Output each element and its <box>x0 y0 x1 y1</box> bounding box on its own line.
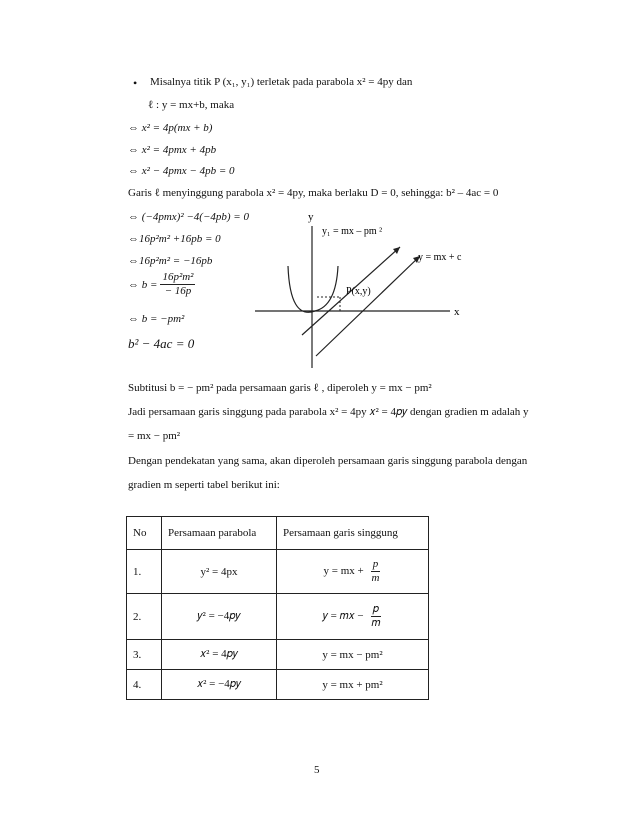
line-c <box>316 256 420 356</box>
point-label: P(x,y) <box>346 286 371 297</box>
parabola-curve <box>288 266 338 312</box>
row-no: 4. <box>127 670 162 700</box>
row-parabola: 𝑦² = −4𝑝𝑦 <box>162 594 277 640</box>
y-axis-label: y <box>308 211 314 223</box>
table-header-row <box>127 517 429 550</box>
row-garis-num: 𝑝 <box>372 603 379 615</box>
row-garis: y = mx − pm² <box>277 640 429 670</box>
table-row <box>127 640 429 670</box>
row-garis-den: 𝑚 <box>371 617 381 629</box>
equation-step-1: ⇔ x² = 4p(mx + b) <box>128 122 213 134</box>
bullet-marker: • <box>133 76 138 90</box>
intro-line-1: Misalnya titik P (x₁, y₁) terletak pada parabola x² = 4py dan <box>150 76 413 88</box>
derivation-step-4 <box>128 272 195 297</box>
fraction-denominator: − 16p <box>164 285 192 297</box>
table-row <box>127 550 429 594</box>
row-garis: y = mx + pm² <box>277 670 429 700</box>
fraction-numerator: 16p²m² <box>162 271 194 283</box>
header-garis: Persamaan garis singgung <box>277 517 429 550</box>
row-garis-fraction <box>369 604 382 629</box>
derivation-step-3: ⇔16p²m² = −16pb <box>128 255 213 267</box>
row-garis <box>277 550 429 594</box>
row-garis-prefix: 𝑦 = 𝑚𝑥 − <box>322 610 364 623</box>
approach-line-1: Dengan pendekatan yang sama, akan diperoleh persamaan garis singgung parabola dengan <box>128 455 528 467</box>
equation-step-2: ⇔ x² = 4pmx + 4pb <box>128 144 217 156</box>
discriminant-equation: b² − 4ac = 0 <box>128 336 195 351</box>
row-parabola: y² = 4px <box>162 550 277 594</box>
approach-line-2: gradien m seperti tabel berikut ini: <box>128 479 280 491</box>
row-garis-den: m <box>371 572 380 584</box>
line-c-label: y = mx + c <box>418 252 462 263</box>
equation-step-3: ⇔ x² − 4pmx − 4pb = 0 <box>128 165 235 177</box>
row-garis-num: p <box>372 558 379 570</box>
derivation-step-4-prefix: ⇔ b = <box>128 278 158 291</box>
row-no: 3. <box>127 640 162 670</box>
row-no: 2. <box>127 594 162 640</box>
header-no: No <box>127 517 162 550</box>
table-row <box>127 594 429 640</box>
tangent-table <box>126 516 429 700</box>
table-row <box>127 670 429 700</box>
substitution-line: Subtitusi b = − pm² pada persamaan garis ℓ , diperoleh y = mx − pm² <box>128 382 432 394</box>
derivation-step-2: ⇔16p²m² +16pb = 0 <box>128 233 221 245</box>
derivation-step-1: ⇔ (−4pmx)² −4(−4pb) = 0 <box>128 211 249 223</box>
intro-line-2: ℓ : y = mx+b, maka <box>148 99 235 111</box>
row-parabola: 𝑥² = 4𝑝𝑦 <box>162 640 277 670</box>
x-axis-label: x <box>454 306 460 318</box>
conclusion-line-1: Jadi persamaan garis singgung pada parabola x² = 4py 𝑥² = 4𝑝𝑦 dengan gradien m adalah y <box>128 406 529 418</box>
row-garis-prefix: y = mx + <box>323 565 364 578</box>
row-no: 1. <box>127 550 162 594</box>
derivation-step-5: ⇔ b = −pm² <box>128 313 185 325</box>
row-garis-fraction <box>370 559 382 584</box>
tangent-label: y₁ = mx – pm ² <box>322 226 383 237</box>
garis-statement: Garis ℓ menyinggung parabola x² = 4py, maka berlaku D = 0, sehingga: b² – 4ac = 0 <box>128 187 499 199</box>
page-number: 5 <box>314 764 320 776</box>
parabola-graph <box>250 208 470 378</box>
derivation-fraction <box>160 272 195 297</box>
row-garis <box>277 594 429 640</box>
row-parabola: 𝑥² = −4𝑝𝑦 <box>162 670 277 700</box>
header-parabola: Persamaan parabola <box>162 517 277 550</box>
conclusion-line-2: = mx − pm² <box>128 430 181 442</box>
